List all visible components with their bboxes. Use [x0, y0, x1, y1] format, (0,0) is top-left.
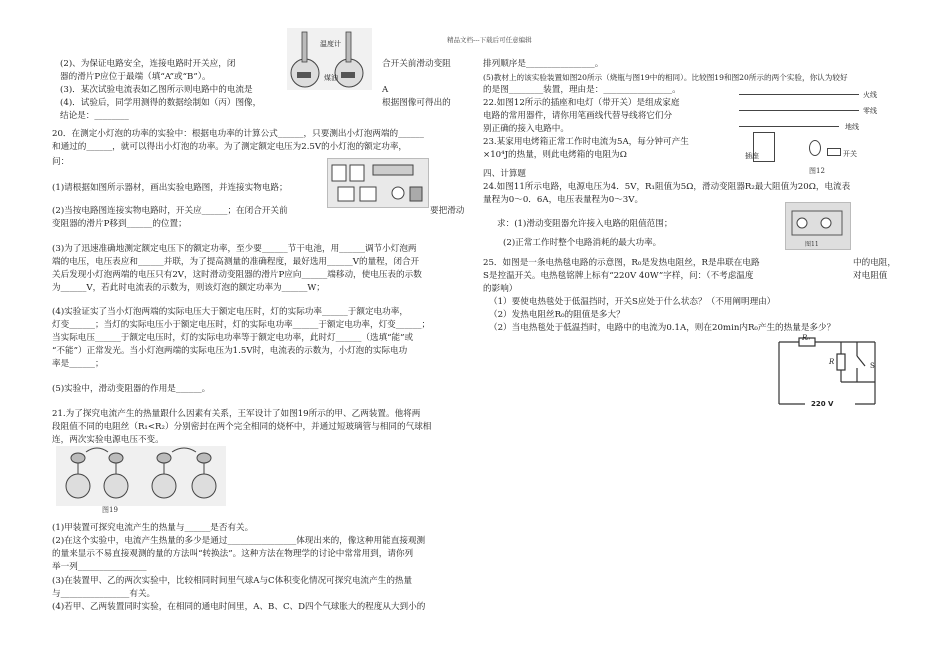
q24-line1: 24.如图11所示电路，电源电压为4．5V，R₁阻值为5Ω，滑动变阻器R₂最大阻值为20Ω，电流表 — [483, 182, 851, 192]
page-header: 精品文档---下载后可任意编辑 — [447, 36, 532, 44]
q25-line3: 的影响） — [483, 284, 518, 294]
q19-part2b: 合开关前滑动变阻 — [382, 59, 451, 69]
q20-part2: (2)当按电路图连接实物电路时，开关应______；在闭合开关前 — [52, 206, 288, 216]
q20-line2: 和通过的______，就可以得出小灯泡的功率。为了测定额定电压为2.5V的小灯泡的额定功率， — [52, 142, 408, 152]
q21-part4: (4)若甲、乙两装置同时实验，在相同的通电时间里，A、B、C、D四个气球胀大的程度从大到小的 — [52, 602, 426, 612]
switch-label: 开关 — [843, 150, 857, 158]
socket-label: 插座 — [745, 152, 759, 160]
q23-line1: 23.某家用电烤箱正常工作时电流为5A，每分钟可产生 — [483, 137, 689, 147]
q25-line1: 25．如图是一条电热毯电路的示意图，R₀是发热电阻丝，R是串联在电路 — [483, 258, 760, 268]
q25-line1b: 中的电阻， — [853, 258, 896, 268]
r-label: R — [829, 358, 835, 366]
q21-order: 排列顺序是________________。 — [483, 59, 604, 69]
q20-part2b: 要把滑动 — [430, 206, 465, 216]
q25-ask1: （1）要使电热毯处于低温挡时，开关S应处于什么状态？（不用阐明理由） — [489, 297, 776, 307]
q20-part4-l4: “不能”）正常发光。当小灯泡两端的实际电压为1.5V时，电流表的示数为，小灯泡的实际电功 — [52, 346, 408, 356]
q21-part1: (1)甲装置可探究电流产生的热量与______是否有关。 — [52, 523, 254, 533]
q20-line1: 20．在测定小灯泡的功率的实验中：根据电功率的计算公式______，只要测出小灯泡两端的______ — [52, 129, 424, 139]
ground-wire — [739, 126, 839, 127]
fire-wire-label: 火线 — [863, 91, 877, 99]
q20-part4-l3: 当实际电压______于额定电压时，灯的实际电功率等于额定电功率，此时灯______（选填“能”或 — [52, 333, 414, 343]
q21-line2: 段阻值不同的电阻丝（R₁<R₂）分别密封在两个完全相同的烧杯中，并通过短玻璃管与相同的气球相 — [52, 422, 432, 432]
bulb-icon — [809, 140, 821, 156]
q19-part4b: 根据图像可得出的 — [382, 98, 451, 108]
q19-conclusion: 结论是：________ — [60, 111, 129, 121]
q21-part5-l1: (5)教材上的该实验装置如图20所示（烧瓶与图19中的相同）。比较图19和图20所示的两个实验，你认为较好 — [483, 73, 848, 82]
q19-part2-cont: 器的滑片P应位于最端（填“A”或“B”）。 — [60, 72, 211, 82]
q20-part3-l3: 关后发现小灯泡两端的电压只有2V，这时滑动变阻器的滑片P应向______端移动，使电压表的示数 — [52, 270, 422, 280]
q25-line2: S是控温开关。电热毯铭牌上标有“220V 40W”字样，问：（不考虑温度 — [483, 271, 754, 281]
q22-line3: 别正确的接入电路中。 — [483, 124, 569, 134]
figure-12-caption: 图12 — [809, 167, 825, 175]
q22-line2: 电路的常用器件，请你用笔画线代替导线将它们分 — [483, 111, 673, 121]
ground-wire-label: 地线 — [845, 123, 859, 131]
figure-19-caption: 图19 — [102, 506, 118, 514]
q20-part4-l1: (4)实验证实了当小灯泡两端的实际电压大于额定电压时，灯的实际功率______于额定电功率， — [52, 307, 408, 317]
q21-part2-l3: 举一列________________ — [52, 562, 147, 572]
q20-part5: (5)实验中，滑动变阻器的作用是______。 — [52, 384, 211, 394]
q25-ask3: （2）当电热毯处于低温挡时，电路中的电流为0.1A，则在20min内R₀产生的热量是多少？ — [489, 323, 836, 333]
equipment-figure — [327, 158, 429, 208]
q20-part2-cont: 变阻器的滑片P移到______的位置； — [52, 219, 187, 229]
q20-part4-l5: 率是______； — [52, 359, 104, 369]
figure-11-caption: 图11 — [805, 241, 819, 248]
q21-part2-l2: 的量来显示不易直接观测的量的方法叫“转换法”。这种方法在物理学的讨论中常常用到，请你列 — [52, 549, 414, 559]
q21-part2-l1: (2)在这个实验中，电流产生热量的多少是通过________________体现出来的，像这种用能直接观测 — [52, 536, 426, 546]
thermometer-label: 温度计 — [320, 40, 341, 48]
q20-part3-l2: 端的电压，电压表应和______并联，为了提高测量的准确程度，最好选用______V的量程，闭合开 — [52, 257, 420, 267]
s-label: S — [870, 362, 875, 370]
q20-part4-l2: 灯变______；当灯的实际电压小于额定电压时，灯的实际电功率______于额定电功率，灯变______； — [52, 320, 431, 330]
q25-ask2: （2）发热电阻丝R₀的阻值是多大？ — [489, 310, 625, 320]
q19-part3: (3)．某次试验电流表如乙图所示则电路中的电流是 — [60, 85, 253, 95]
q23-line2: ×10⁴J的热量，则此电烤箱的电阻为Ω — [483, 150, 627, 160]
q21-line3: 连，两次实验电源电压不变。 — [52, 435, 164, 445]
q19-part2: (2)、为保证电路安全，连接电路时开关应，闭 — [60, 59, 236, 69]
q21-line1: 21.为了探究电流产生的热量跟什么因素有关系，王军设计了如图19所示的甲、乙两装置。他将两 — [52, 409, 421, 419]
figure-19 — [56, 446, 226, 506]
q24-line2: 量程为0～0．6A，电压表量程为0～3V。 — [483, 195, 644, 205]
section-calc-title: 四、计算题 — [483, 169, 526, 179]
q20-line3: 问： — [52, 157, 70, 167]
r0-label: R₀ — [802, 334, 811, 342]
q20-part3-l1: (3)为了迅速准确地测定额定电压下的额定功率，至少要______节干电池，用______调节小灯泡两 — [52, 244, 417, 254]
q19-part3b: A — [382, 85, 389, 95]
q21-part3-l1: (3)在装置甲、乙的两次实验中，比较相同时间里气球A与C体积变化情况可探究电流产生的热量 — [52, 576, 413, 586]
q22-line1: 22.如图12所示的插座和电灯（带开关）是组成家庭 — [483, 98, 680, 108]
balloon-apparatus-diagram — [56, 446, 226, 506]
fire-wire — [739, 94, 859, 95]
q24-ask1: 求：(1)滑动变阻器允许接入电路的阻值范围； — [497, 219, 673, 229]
q19-part4: (4)．试验后，同学用测得的数据绘制如（丙）图像， — [60, 98, 262, 108]
voltage-label: 220 V — [811, 400, 834, 408]
q20-part3-l4: 为______V，若此时电流表的示数为，则该灯泡的额定功率为______W； — [52, 283, 325, 293]
q25-line2b: 对电阻值 — [853, 271, 888, 281]
kerosene-label: 煤油 — [324, 74, 338, 82]
neutral-wire — [739, 110, 859, 111]
q21-part5-l2: 的是图________装置，理由是：________________。 — [483, 85, 681, 95]
q21-part3-l2: 与________________有关。 — [52, 589, 156, 599]
q20-part1: (1)请根据如图所示器材，画出实验电路图，并连接实物电路； — [52, 183, 288, 193]
q24-ask2: (2)正常工作时整个电路消耗的最大功率。 — [503, 238, 662, 248]
equipment-diagram — [328, 159, 428, 207]
neutral-wire-label: 零线 — [863, 107, 877, 115]
switch-icon — [827, 148, 841, 156]
